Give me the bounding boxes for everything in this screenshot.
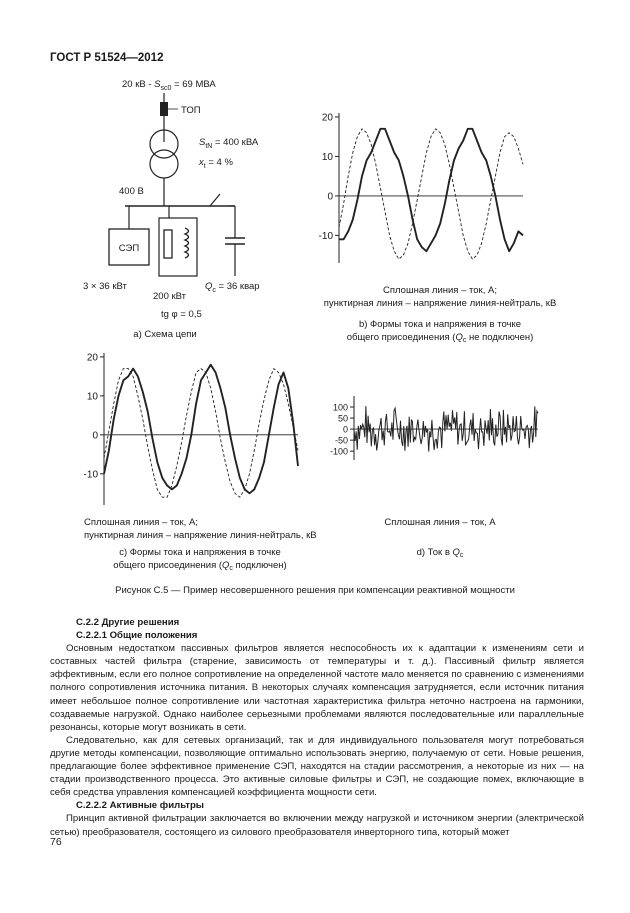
- circuit-diagram: [75, 72, 285, 372]
- top-fuse: [160, 102, 168, 116]
- series-current-line: [104, 365, 298, 494]
- caption-b-line2: общего присоединения ($Q_c$ не подключен): [346, 332, 534, 344]
- transformer-impedance: $x_t = 4$ %: [199, 157, 233, 170]
- load-frame: [159, 218, 197, 276]
- tg-phi: tg φ = 0,5: [161, 309, 202, 320]
- legend-d: Сплошная линия – ток, А: [384, 517, 496, 528]
- transformer-secondary: [150, 150, 178, 178]
- y-tick-label: 20: [321, 112, 333, 124]
- heading-c222: С.2.2.2 Активные фильтры: [76, 800, 205, 812]
- paragraph-1: Основным недостатком пассивных фильтров является неспособность их к адаптации к изменениям сети и составных частей фильтра (старение, зависимость от температуры и т. д.). Пассивный фильтр является эффективным, если его полное сопротивление на определенной частоте мало меняется по сравнению с изменениями полного сопротивления источника питания. В некоторых случаях компенсация затрудняется, если источник питания имеет небольшое полное сопротивление или частотная характеристика фильтра неточно настроена на гармоники, создаваемые нагрузкой. Однако наиболее серьезными проблемами являются последовательные или параллельные резонансы, которые могут возникать в сети.: [50, 643, 584, 733]
- legend-c-dashed: пунктирная линия – напряжение линия-нейтраль, кВ: [84, 530, 317, 541]
- paragraph-3: Принцип активной фильтрации заключается во включении между нагрузкой и источником энергии (электрической сетью) преобразователя, состоящего из силового преобразователя инверторного типа, который может: [50, 813, 584, 838]
- y-tick-label: -10: [83, 469, 98, 481]
- y-tick-label: -100: [329, 446, 348, 457]
- page-number: 76: [50, 836, 62, 848]
- heading-c22: С.2.2 Другие решения: [76, 617, 180, 628]
- document-header: ГОСТ Р 51524—2012: [50, 52, 164, 64]
- caption-d: d) Ток в $Q_c$: [416, 547, 464, 559]
- transformer-rating: $S_{tN} = 400$ кВА: [199, 137, 259, 150]
- series-current-line: [339, 129, 523, 251]
- legend-c-solid: Сплошная линия – ток, А;: [84, 517, 198, 528]
- supply-label: 20 кВ - $S_{sc0} = 69$ МВА: [122, 79, 216, 92]
- y-tick-label: 0: [92, 430, 98, 442]
- chart-d: [318, 390, 543, 465]
- caption-b-line1: b) Формы тока и напряжения в точке: [358, 319, 522, 330]
- caption-c-line1: с) Формы тока и напряжения в точке: [119, 547, 281, 558]
- y-tick-label: 10: [321, 151, 333, 163]
- paragraph-2: Следовательно, как для сетевых организаций, так и для индивидуального пользователя могут потребоваться другие методы компенсации, позволяющие оптимально использовать энергию, получаемую от сети. Новые решения, предлагающие более эффективное применение СЭП, находятся на стадии рассмотрения, а некоторые из них — на стадии производственного процесса. Это активные силовые фильтры и СЭП, не создающие помех, включающие в себя средства управления компенсацией коэффициента мощности сети.: [50, 734, 584, 799]
- top-label: ТОП: [181, 105, 201, 116]
- y-tick-label: 50: [337, 413, 348, 424]
- load-inductor: [185, 228, 189, 258]
- y-tick-label: 10: [86, 391, 98, 403]
- y-tick-label: -10: [318, 230, 333, 242]
- y-tick-label: 0: [342, 424, 348, 435]
- y-tick-label: 0: [327, 191, 333, 203]
- y-tick-label: 20: [86, 352, 98, 364]
- load-resistor: [164, 230, 172, 258]
- sep-power: 3 × 36 кВт: [83, 281, 127, 292]
- legend-b-solid: Сплошная линия – ток, А;: [383, 285, 497, 296]
- caption-a: а) Схема цепи: [133, 329, 197, 340]
- capacitor-rating: $Q_c = 36$ квар: [205, 281, 260, 294]
- load-power: 200 кВт: [153, 291, 187, 302]
- chart-c: [70, 345, 305, 515]
- caption-c-line2: общего присоединения ($Q_c$ подключен): [113, 560, 287, 572]
- bus-voltage: 400 В: [119, 186, 144, 197]
- capacitor-switch: [210, 194, 220, 206]
- heading-c221: С.2.2.1 Общие положения: [76, 630, 198, 642]
- chart-b: [305, 105, 530, 270]
- figure-caption: Рисунок С.5 — Пример несовершенного решения при компенсации реактивной мощности: [115, 585, 515, 596]
- svg-text:СЭП: СЭП: [118, 243, 140, 254]
- y-tick-label: 100: [332, 402, 348, 413]
- body-text: [50, 616, 584, 839]
- y-tick-label: -50: [334, 435, 348, 446]
- legend-b-dashed: пунктирная линия – напряжение линия-нейтраль, кВ: [323, 298, 557, 309]
